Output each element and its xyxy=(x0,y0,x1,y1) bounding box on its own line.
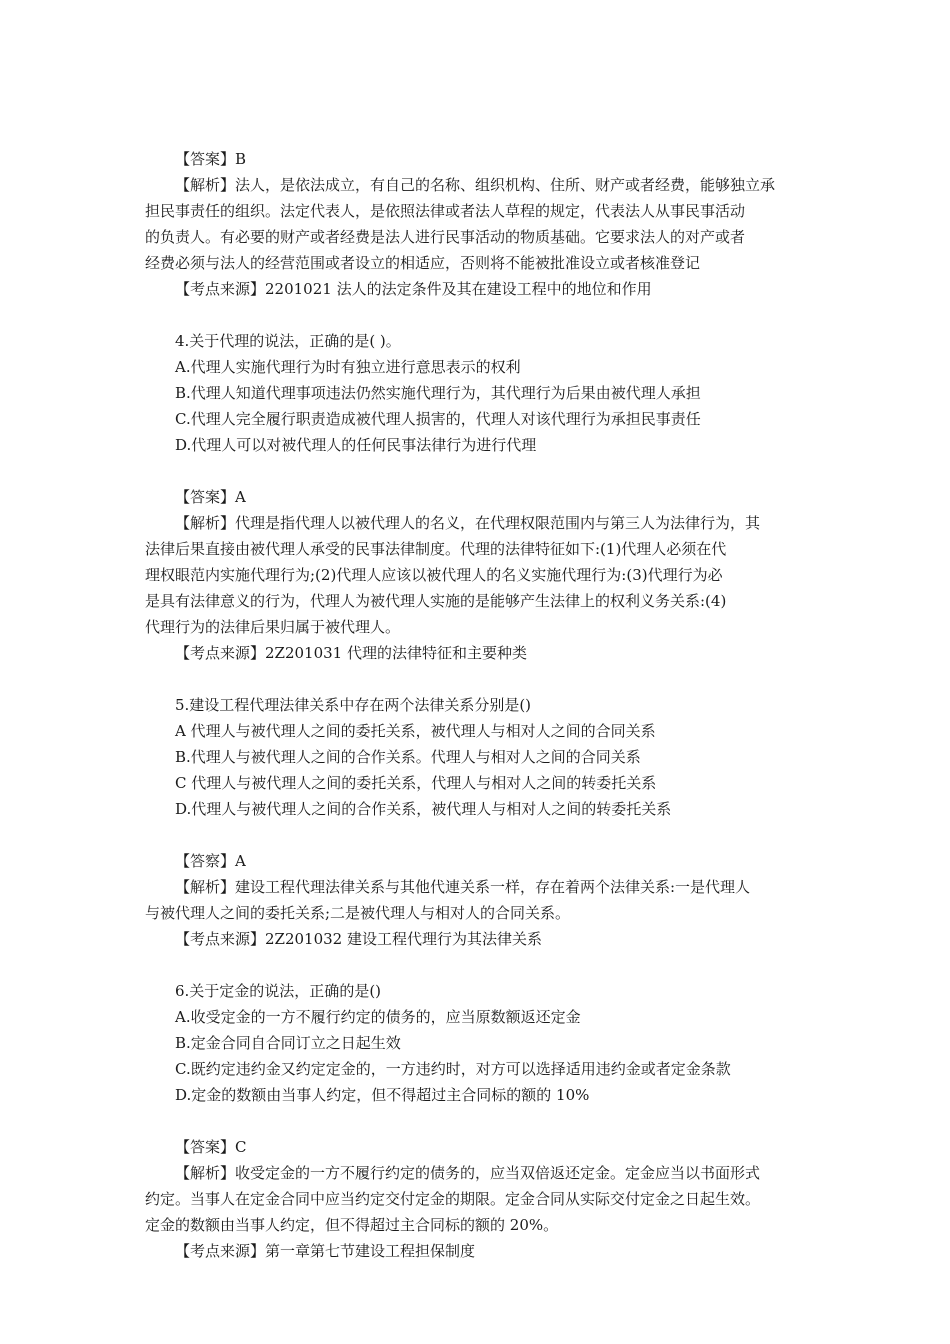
spacer xyxy=(145,952,825,978)
question-5: 5.建设工程代理法律关系中存在两个法律关系分别是() xyxy=(175,696,532,714)
question-6: 6.关于定金的说法，正确的是() xyxy=(175,982,382,1000)
analysis-line: 代理行为的法律后果归属于被代理人。 xyxy=(145,618,401,636)
answer-line: 【答察】A xyxy=(175,852,246,870)
analysis-line: 法律后果直接由被代理人承受的民事法律制度。代理的法律特征如下:(1)代理人必须在代 xyxy=(145,540,727,558)
option-line: C.既约定违约金又约定定金的，一方违约时，对方可以选择适用违约金或者定金条款 xyxy=(175,1060,731,1078)
option-line: C.代理人完全履行职责造成被代理人损害的，代理人对该代理行为承担民事责任 xyxy=(175,410,701,428)
analysis-line: 的负责人。有必要的财产或者经费是法人进行民事活动的物质基础。它要求法人的对产或者 xyxy=(145,228,746,246)
spacer xyxy=(145,822,825,848)
option-line: B.定金合同自合同订立之日起生效 xyxy=(175,1034,401,1052)
analysis-line: 【解析】建设工程代理法律关系与其他代連关系一样，存在着两个法律关系:一是代理人 xyxy=(175,878,751,896)
document-page xyxy=(145,146,825,1264)
source-line: 【考点来源】2Z201031 代理的法律特征和主要种类 xyxy=(175,644,527,662)
option-line: A.收受定金的一方不履行约定的债务的，应当原数额返还定金 xyxy=(175,1008,581,1026)
answer-line: 【答案】B xyxy=(175,150,247,168)
option-line: A 代理人与被代理人之间的委托关系，被代理人与相对人之间的合同关系 xyxy=(175,722,656,740)
spacer xyxy=(145,666,825,692)
answer-line: 【答案】A xyxy=(175,488,246,506)
option-line: D.定金的数额由当事人约定，但不得超过主合同标的额的 10% xyxy=(175,1086,590,1104)
analysis-line: 定金的数额由当事人约定，但不得超过主合同标的额的 20%。 xyxy=(145,1216,559,1234)
analysis-line: 理权眼范内实施代理行为;(2)代理人应该以被代理人的名义实施代理行为:(3)代理行为必 xyxy=(145,566,723,584)
source-line: 【考点来源】第一章第七节建设工程担保制度 xyxy=(175,1242,476,1260)
option-line: A.代理人实施代理行为时有独立进行意思表示的权利 xyxy=(175,358,521,376)
option-line: D.代理人与被代理人之间的合作关系，被代理人与相对人之间的转委托关系 xyxy=(175,800,672,818)
option-line: B.代理人知道代理事项违法仍然实施代理行为，其代理行为后果由被代理人承担 xyxy=(175,384,701,402)
analysis-line: 约定。当事人在定金合同中应当约定交付定金的期限。定金合同从实际交付定金之日起生效。 xyxy=(145,1190,761,1208)
analysis-line: 【解析】收受定金的一方不履行约定的债务的，应当双倍返还定金。定金应当以书面形式 xyxy=(175,1164,761,1182)
analysis-line: 是具有法律意义的行为，代理人为被代理人实施的是能够产生法律上的权利义务关系:(4) xyxy=(145,592,727,610)
analysis-line: 【解析】代理是指代理人以被代理人的名义，在代理权限范围内与第三人为法律行为，其 xyxy=(175,514,761,532)
spacer xyxy=(145,1108,825,1134)
question-4: 4.关于代理的说法，正确的是( )。 xyxy=(175,332,401,350)
source-line: 【考点来源】2201021 法人的法定条件及其在建设工程中的地位和作用 xyxy=(175,280,652,298)
source-line: 【考点来源】2Z201032 建设工程代理行为其法律关系 xyxy=(175,930,542,948)
option-line: B.代理人与被代理人之间的合作关系。代理人与相对人之间的合同关系 xyxy=(175,748,641,766)
analysis-line: 经费必须与法人的经营范围或者设立的相适应，否则将不能被批准设立或者核准登记 xyxy=(145,254,701,272)
spacer xyxy=(145,302,825,328)
answer-line: 【答案】C xyxy=(175,1138,247,1156)
analysis-line: 担民事责任的组织。法定代表人，是依照法律或者法人草程的规定，代表法人从事民事活动 xyxy=(145,202,746,220)
analysis-line: 与被代理人之间的委托关系;二是被代理人与相对人的合同关系。 xyxy=(145,904,571,922)
analysis-line: 【解析】法人，是依法成立，有自己的名称、组织机构、住所、财产或者经费，能够独立承 xyxy=(175,176,776,194)
option-line: D.代理人可以对被代理人的任何民事法律行为进行代理 xyxy=(175,436,537,454)
spacer xyxy=(145,458,825,484)
option-line: C 代理人与被代理人之间的委托关系，代理人与相对人之间的转委托关系 xyxy=(175,774,657,792)
